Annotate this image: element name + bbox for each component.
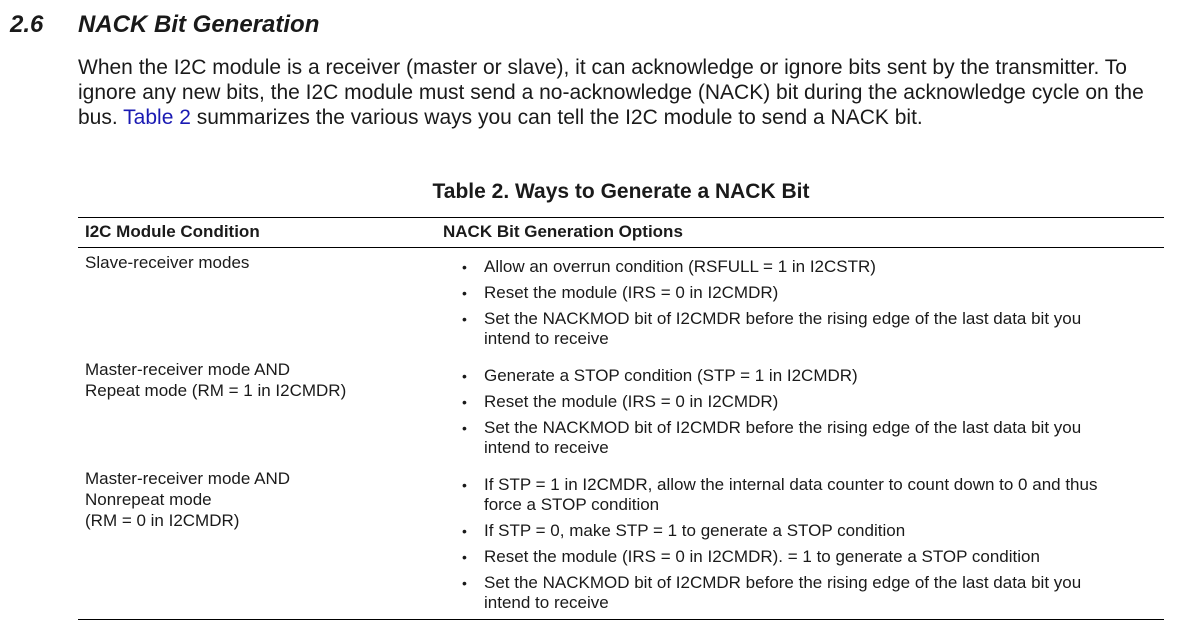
list-item: • Set the NACKMOD bit of I2CMDR before the rising edge of the last data bit you intend to receive [462,309,1162,349]
list-item: • Reset the module (IRS = 0 in I2CMDR) [462,283,1162,303]
list-item: • Reset the module (IRS = 0 in I2CMDR). = 1 to generate a STOP condition [462,547,1162,567]
list-item: • Allow an overrun condition (RSFULL = 1 in I2CSTR) [462,257,1162,277]
table-2-link[interactable]: Table 2 [123,106,191,129]
column-header-options: NACK Bit Generation Options [443,222,683,241]
column-header-condition: I2C Module Condition [85,222,260,241]
list-item: • If STP = 1 in I2CMDR, allow the internal data counter to count down to 0 and thus force a STOP condition [462,475,1162,515]
intro-text-before: When the I2C module is a receiver (master or slave), it can acknowledge or ignore bits sent by the transmitter. To ignore any new bits, the I2C module must send a no-acknowledge (NACK) bit during the acknowledge cycle on the bus. [78,56,1144,129]
table-row-1-options [462,257,1162,355]
section-heading [10,10,319,40]
list-item: • Set the NACKMOD bit of I2CMDR before the rising edge of the last data bit you intend to receive [462,418,1162,458]
intro-paragraph [78,55,1168,130]
list-item: • Set the NACKMOD bit of I2CMDR before the rising edge of the last data bit you intend to receive [462,573,1162,613]
table-caption: Table 2. Ways to Generate a NACK Bit [432,180,810,203]
table-row-3-options [462,475,1162,619]
intro-text-after: summarizes the various ways you can tell the I2C module to send a NACK bit. [196,106,923,129]
table-row-2-condition: Master-receiver mode AND Repeat mode (RM = 1 in I2CMDR) [85,360,347,400]
list-item: • Reset the module (IRS = 0 in I2CMDR) [462,392,1162,412]
table-bottom-rule [78,619,1164,620]
section-title: NACK Bit Generation [78,11,320,38]
table-header-rule [78,247,1164,248]
list-item: • Generate a STOP condition (STP = 1 in I2CMDR) [462,366,1162,386]
table-row-3-condition: Master-receiver mode AND Nonrepeat mode (RM = 0 in I2CMDR) [85,469,291,530]
section-number: 2.6 [10,11,44,38]
table-top-rule [78,217,1164,218]
list-item: • If STP = 0, make STP = 1 to generate a STOP condition [462,521,1162,541]
table-row-1-condition: Slave-receiver modes [85,253,250,272]
table-row-2-options [462,366,1162,464]
